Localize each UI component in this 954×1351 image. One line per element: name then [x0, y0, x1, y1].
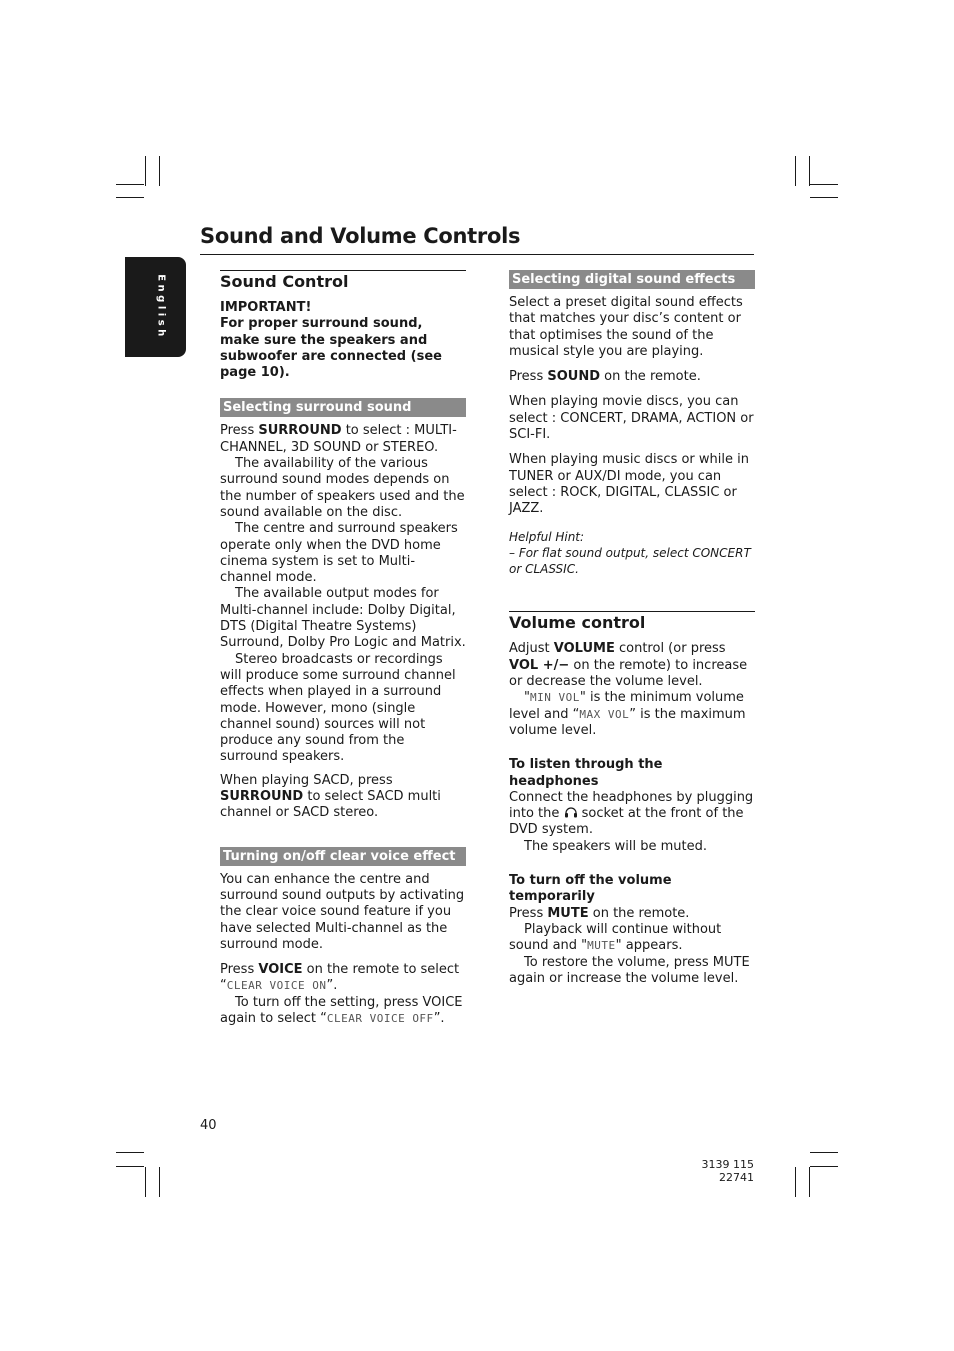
- crop-mark: [795, 156, 796, 186]
- language-tab-label: English: [155, 274, 167, 340]
- surround-paragraph: The availability of the various surround sound modes depends on the number of speakers used and the sound available on the disc.: [220, 456, 465, 520]
- voice-paragraph: To turn off the setting, press VOICE again to select “CLEAR VOICE OFF”.: [220, 994, 463, 1026]
- crop-mark: [810, 197, 838, 198]
- crop-mark: [116, 1152, 144, 1153]
- mute-heading: To turn off the volume temporarily: [509, 873, 672, 905]
- crop-mark: [810, 1166, 838, 1167]
- headphones-paragraph: Connect the headphones by plugging into the socket at the front of the DVD system.: [509, 789, 754, 838]
- crop-mark: [159, 1167, 160, 1197]
- crop-mark: [159, 156, 160, 186]
- bar-clear-voice: Turning on/off clear voice effect: [220, 847, 466, 866]
- headphones-heading: To listen through the headphones: [509, 757, 663, 789]
- bar-digital-sound-effects: Selecting digital sound effects: [509, 270, 755, 289]
- crop-mark: [810, 184, 838, 185]
- crop-mark: [145, 156, 146, 186]
- volume-paragraph: Adjust VOLUME control (or press VOL +/− on the remote) to increase or decrease the volume level.: [509, 641, 748, 690]
- surround-paragraph: The centre and surround speakers operate only when the DVD home cinema system is set to Multi-channel mode.: [220, 521, 458, 586]
- crop-mark: [795, 1167, 796, 1197]
- important-text: For proper surround sound, make sure the speakers and subwoofer are connected (see page 10).: [220, 316, 442, 381]
- document-code: 3139 115 22741: [701, 1158, 754, 1184]
- surround-paragraph: The available output modes for Multi-channel include: Dolby Digital, DTS (Digital Theatre Systems) Surround, Dolby Pro Logic and Matrix.: [220, 586, 466, 651]
- mute-paragraph: Playback will continue without sound and "MUTE" appears.: [509, 921, 722, 954]
- digital-paragraph: When playing movie discs, you can select : CONCERT, DRAMA, ACTION or SCI-FI.: [509, 394, 754, 443]
- crop-mark: [116, 197, 144, 198]
- surround-paragraph: Stereo broadcasts or recordings will produce some surround channel effects when played in a surround mode. However, mono (single channel sound) sources will not produce any sound from the surround speakers.: [220, 651, 456, 765]
- bar-selecting-surround: Selecting surround sound: [220, 398, 466, 417]
- helpful-hint-text: – For flat sound output, select CONCERT or CLASSIC.: [509, 545, 751, 577]
- voice-paragraph: You can enhance the centre and surround sound outputs by activating the clear voice sound feature if you have selected Multi-channel as the surround mode.: [220, 871, 465, 952]
- section-heading-volume: Volume control: [509, 611, 755, 633]
- digital-paragraph: Press SOUND on the remote.: [509, 369, 701, 385]
- left-column: [220, 270, 466, 1027]
- crop-mark: [810, 1152, 838, 1153]
- crop-mark: [809, 1167, 810, 1197]
- digital-paragraph: Select a preset digital sound effects that matches your disc’s content or that optimises the sound of the musical style you are playing.: [509, 295, 743, 359]
- helpful-hint-title: Helpful Hint:: [509, 529, 585, 544]
- volume-paragraph: "MIN VOL" is the minimum volume level and “MAX VOL” is the maximum volume level.: [509, 690, 746, 738]
- mute-paragraph: Press MUTE on the remote.: [509, 905, 690, 921]
- page-number: 40: [200, 1118, 217, 1133]
- crop-mark: [809, 156, 810, 186]
- headphones-paragraph: The speakers will be muted.: [524, 838, 707, 854]
- voice-paragraph: Press VOICE on the remote to select “CLEAR VOICE ON”.: [220, 962, 460, 994]
- page-title: Sound and Volume Controls: [200, 224, 754, 255]
- surround-sacd-paragraph: When playing SACD, press SURROUND to select SACD multi channel or SACD stereo.: [220, 772, 441, 821]
- headphones-icon: [564, 806, 578, 818]
- section-heading-sound-control: Sound Control: [220, 270, 466, 292]
- right-column: [509, 270, 755, 987]
- crop-mark: [116, 1166, 144, 1167]
- digital-paragraph: When playing music discs or while in TUNER or AUX/DI mode, you can select : ROCK, DIGITAL, CLASSIC or JAZZ.: [509, 452, 749, 517]
- surround-paragraph: Press SURROUND to select : MULTI-CHANNEL, 3D SOUND or STEREO.: [220, 423, 457, 455]
- language-tab: [125, 257, 186, 357]
- important-label: IMPORTANT!: [220, 300, 312, 315]
- mute-paragraph: To restore the volume, press MUTE again or increase the volume level.: [509, 954, 750, 986]
- crop-mark: [145, 1167, 146, 1197]
- crop-mark: [116, 184, 144, 185]
